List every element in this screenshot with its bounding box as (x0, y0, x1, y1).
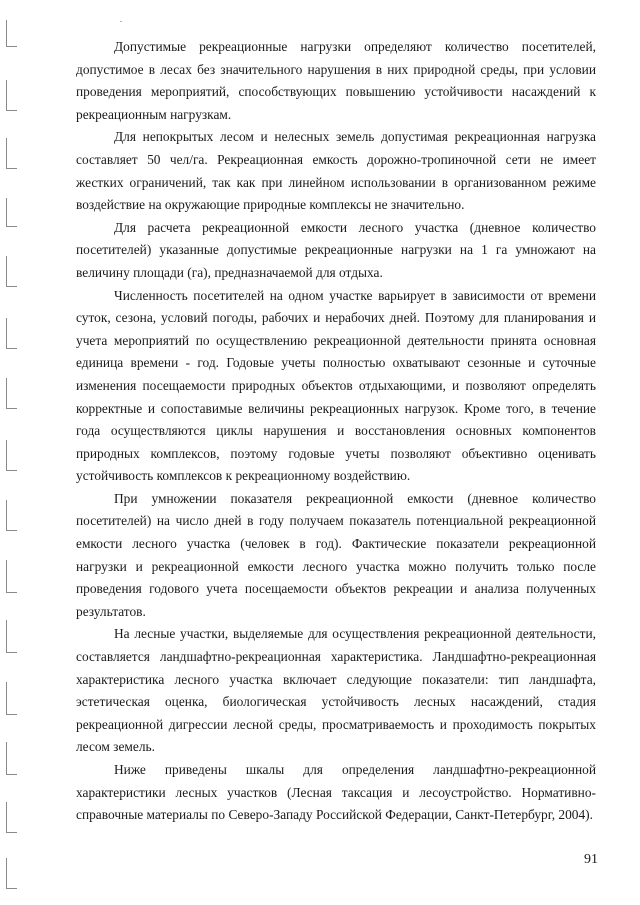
page-number: 91 (584, 852, 598, 867)
binding-mark (6, 198, 17, 227)
paragraph: Для непокрытых лесом и нелесных земель допустимая рекреационная нагрузка составляет 50 чел/га. Рекреационная емкость дорожно-тропиночной сети не имеет жестких ограничений, так как при линейном использовании в организованном режиме воздействие на окружающие природные комплексы не значительно. (76, 129, 596, 213)
binding-mark (6, 138, 17, 169)
paragraph: Численность посетителей на одном участке варьирует в зависимости от времени суток, сезона, условий погоды, рабочих и нерабочих дней. Поэтому для планирования и учета мероприятий по осуществлению рекреационной деятельности принята основная единица времени - год. Годовые учеты полностью охватывают сезонные и суточные изменения посещаемости природных объектов отдыхающими, и позволяют определять корректные и сопоставимые величины рекреационных нагрузок. Кроме того, в течение года осуществляются циклы нарушения и восстановления основных компонентов природных комплексов, поэтому годовые учеты позволяют объективно оценивать устойчивость комплексов к рекреационному воздействию. (76, 287, 596, 484)
binding-mark (6, 620, 17, 653)
paragraph: При умножении показателя рекреационной емкости (дневное количество посетителей) на число дней в году получаем показатель потенциальной рекреационной емкости лесного участка (человек в год). Фактические показатели рекреационной нагрузки и рекреационной емкости лесного участка можно получить только после проведения годового учета посещаемости объектов рекреации и анализа полученных результатов. (76, 490, 596, 619)
binding-mark (6, 742, 17, 775)
body-text (76, 36, 596, 827)
paragraph: Для расчета рекреационной емкости лесного участка (дневное количество посетителей) указанные допустимые рекреационные нагрузки на 1 га умножают на величину площади (га), предназначаемой для отдыха. (76, 219, 596, 280)
binding-mark (6, 500, 17, 531)
paragraph: Допустимые рекреационные нагрузки определяют количество посетителей, допустимое в лесах без значительного нарушения в них природной среды, при условии проведения мероприятий, способствующих повышению устойчивости насаждений к рекреационным нагрузкам. (76, 39, 596, 122)
binding-mark (6, 560, 17, 593)
binding-mark (6, 682, 17, 715)
binding-mark (6, 318, 17, 349)
binding-mark (6, 80, 17, 111)
binding-mark (6, 802, 17, 833)
binding-edge-marks (6, 20, 20, 890)
scan-speck (120, 21, 122, 22)
binding-mark (6, 378, 17, 409)
binding-mark (6, 858, 17, 889)
paragraph: На лесные участки, выделяемые для осуществления рекреационной деятельности, составляется ландшафтно-рекреационная характеристика. Ландшафтно-рекреационная характеристика лесного участка включает следующие показатели: тип ландшафта, эстетическая оценка, биологическая устойчивость лесных насаждений, стадия рекреационной дигрессии лесной среды, просматриваемость и проходимость покрытых лесом земель. (76, 626, 596, 755)
binding-mark (6, 440, 17, 471)
paragraph: Ниже приведены шкалы для определения ландшафтно-рекреационной характеристики лесных участков (Лесная таксация и лесоустройство. Нормативно-справочные материалы по Северо-Западу Российской Федерации, Санкт-Петербург, 2004). (76, 762, 596, 823)
binding-mark (6, 256, 17, 287)
binding-mark (6, 20, 17, 47)
